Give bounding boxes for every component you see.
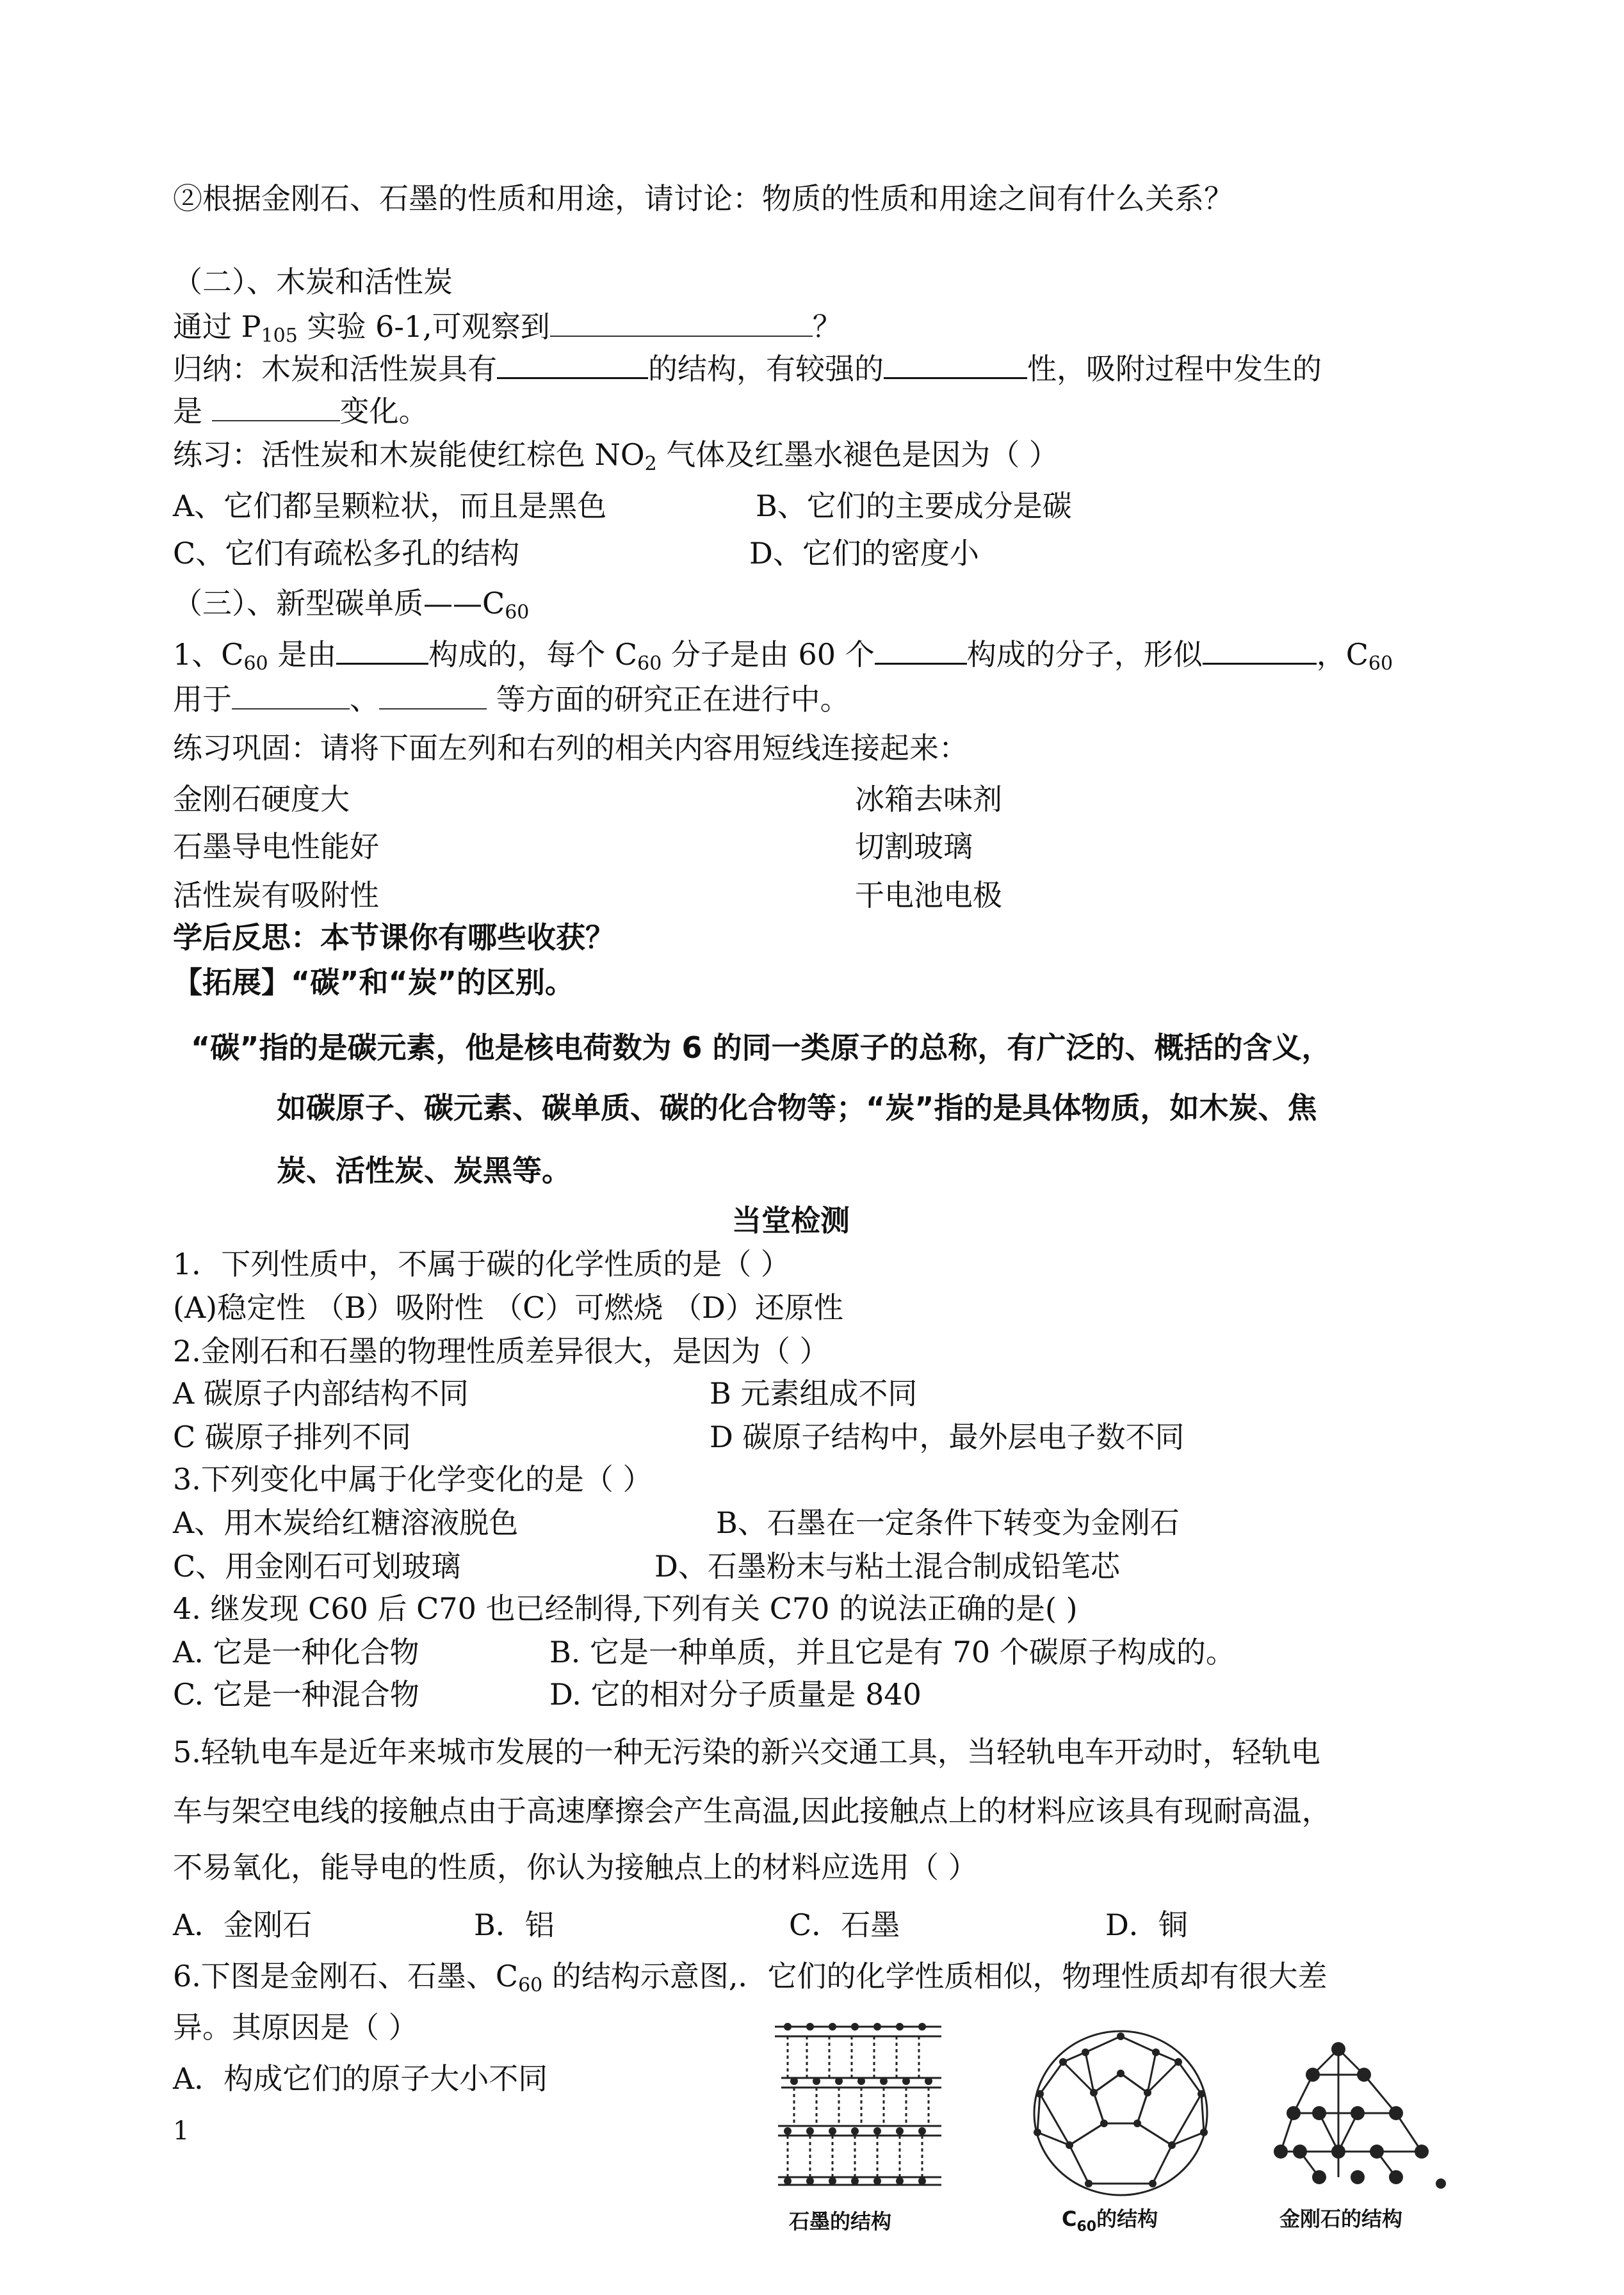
- question-4-option-d: D. 它的相对分子质量是 840: [549, 1677, 922, 1712]
- summary-line-1: 归纳：木炭和活性炭具有 的结构，有较强的 性，吸附过程中发生的: [173, 352, 1322, 386]
- c60-line-2: 用于 、 等方面的研究正在进行中。: [173, 682, 850, 717]
- question-6-line: 6.下图是金刚石、石墨、$C_{60}$ 的结构示意图,．它们的化学性质相似，物理性质却有很大差: [173, 1959, 1328, 1997]
- question-2-option-a: A 碳原子内部结构不同: [173, 1376, 469, 1411]
- shape-blank[interactable]: [1203, 637, 1317, 665]
- question-4-option-c: C. 它是一种混合物: [173, 1677, 419, 1712]
- question-5-line: 车与架空电线的接触点由于高速摩擦会产生高温,因此接触点上的材料应该具有现耐高温，: [173, 1794, 1331, 1828]
- c60-caption: $C_{60}$的结构: [1062, 2207, 1158, 2235]
- question-2-option-b: B 元素组成不同: [710, 1376, 918, 1411]
- question-5-line: 5.轻轨电车是近年来城市发展的一种无污染的新兴交通工具，当轻轨电车开动时，轻轨电: [173, 1735, 1320, 1769]
- question-4: 4. 继发现 C60 后 C70 也已经制得,下列有关 C70 的说法正确的是( ): [173, 1591, 1078, 1626]
- structure-blank[interactable]: [497, 352, 648, 379]
- discussion-question: ②根据金刚石、石墨的性质和用途，请讨论：物质的性质和用途之间有什么关系？: [173, 181, 1233, 216]
- question-1: 1．下列性质中，不属于碳的化学性质的是（ ）: [173, 1247, 790, 1281]
- use-blank-1[interactable]: [232, 683, 350, 710]
- question-5-line: 不易氧化，能导电的性质，你认为接触点上的材料应选用（ ）: [173, 1850, 978, 1885]
- summary-line-2: 是 变化。: [173, 394, 428, 428]
- question-3-option-d: D、石墨粉末与粘土混合制成铅笔芯: [654, 1549, 1120, 1584]
- question-5-option-c: C．石墨: [789, 1908, 900, 1942]
- right-item: 切割玻璃: [855, 829, 973, 864]
- practice-option-b: B、它们的主要成分是碳: [756, 489, 1072, 523]
- graphite-structure-figure: [768, 2011, 948, 2203]
- question-2: 2.金刚石和石墨的物理性质差异很大，是因为（ ）: [173, 1334, 829, 1368]
- question-1-options: (A)稳定性 （B）吸附性 （C）可燃烧 （D）还原性: [173, 1290, 843, 1325]
- practice-question: 练习：活性炭和木炭能使红棕色 $NO_2$ 气体及红墨水褪色是因为（ ）: [173, 437, 1059, 475]
- section2-heading: （二）、木炭和活性炭: [173, 264, 453, 299]
- graphite-caption: 石墨的结构: [789, 2209, 892, 2234]
- practice-option-a: A、它们都呈颗粒状，而且是黑色: [173, 489, 607, 523]
- matching-intro: 练习巩固：请将下面左列和右列的相关内容用短线连接起来：: [173, 731, 968, 765]
- question-4-option-a: A. 它是一种化合物: [173, 1635, 419, 1669]
- right-item: 冰箱去味剂: [855, 782, 1002, 816]
- diamond-structure-figure: [1255, 2023, 1460, 2203]
- question-4-option-b: B. 它是一种单质，并且它是有 70 个碳原子构成的。: [549, 1635, 1235, 1669]
- composed-of-blank[interactable]: [336, 637, 428, 665]
- expand-paragraph-line: “碳”指的是碳元素，他是核电荷数为 6 的同一类原子的总称，有广泛的、概括的含义，: [191, 1030, 1331, 1065]
- question-3-option-a: A、用木炭给红糖溶液脱色: [173, 1505, 519, 1540]
- section3-heading: （三）、新型碳单质$——C_{60}$: [173, 586, 530, 624]
- experiment-line: 通过 $P_{105}$ 实验 6-1,可观察到 ？: [173, 309, 842, 347]
- question-5-option-a: A．金刚石: [173, 1908, 313, 1942]
- practice-option-c: C、它们有疏松多孔的结构: [173, 536, 520, 571]
- expand-title: 【拓展】“碳”和“炭”的区别。: [173, 965, 574, 1000]
- question-3-option-c: C、用金刚石可划玻璃: [173, 1549, 461, 1584]
- question-2-option-d: D 碳原子结构中，最外层电子数不同: [710, 1420, 1185, 1454]
- question-2-option-c: C 碳原子排列不同: [173, 1420, 411, 1454]
- question-5-option-d: D．铜: [1105, 1908, 1188, 1942]
- reflection-prompt: 学后反思：本节课你有哪些收获？: [173, 920, 615, 955]
- practice-option-d: D、它们的密度小: [749, 536, 979, 571]
- right-item: 干电池电极: [855, 878, 1002, 912]
- expand-paragraph-line: 炭、活性炭、炭黑等。: [277, 1153, 571, 1188]
- question-3-option-b: B、石墨在一定条件下转变为金刚石: [716, 1505, 1180, 1540]
- page-number: 1: [173, 2116, 190, 2146]
- c60-line-1: 1、$C_{60}$ 是由 构成的，每个 $C_{60}$ 分子是由 60 个 构成的分子，形似 ，$C_{60}$: [173, 637, 1393, 675]
- change-blank[interactable]: [212, 394, 340, 421]
- left-item: 活性炭有吸附性: [173, 878, 379, 912]
- left-item: 金刚石硬度大: [173, 782, 350, 816]
- c60-structure-figure: [1025, 2023, 1217, 2203]
- question-6-option-a: A．构成它们的原子大小不同: [173, 2061, 548, 2096]
- question-5-option-b: B．铝: [474, 1908, 555, 1942]
- expand-paragraph-line: 如碳原子、碳元素、碳单质、碳的化合物等；“炭”指的是具体物质，如木炭、焦: [277, 1091, 1317, 1125]
- property-blank[interactable]: [884, 352, 1027, 379]
- question-6-line: 异。其原因是（ ）: [173, 2010, 418, 2045]
- diamond-caption: 金刚石的结构: [1279, 2207, 1403, 2231]
- use-blank-2[interactable]: [379, 683, 487, 710]
- atoms-blank[interactable]: [875, 637, 967, 665]
- observe-blank[interactable]: [550, 310, 813, 337]
- left-item: 石墨导电性能好: [173, 829, 379, 864]
- question-3: 3.下列变化中属于化学变化的是（ ）: [173, 1462, 653, 1496]
- test-title: 当堂检测: [732, 1203, 850, 1238]
